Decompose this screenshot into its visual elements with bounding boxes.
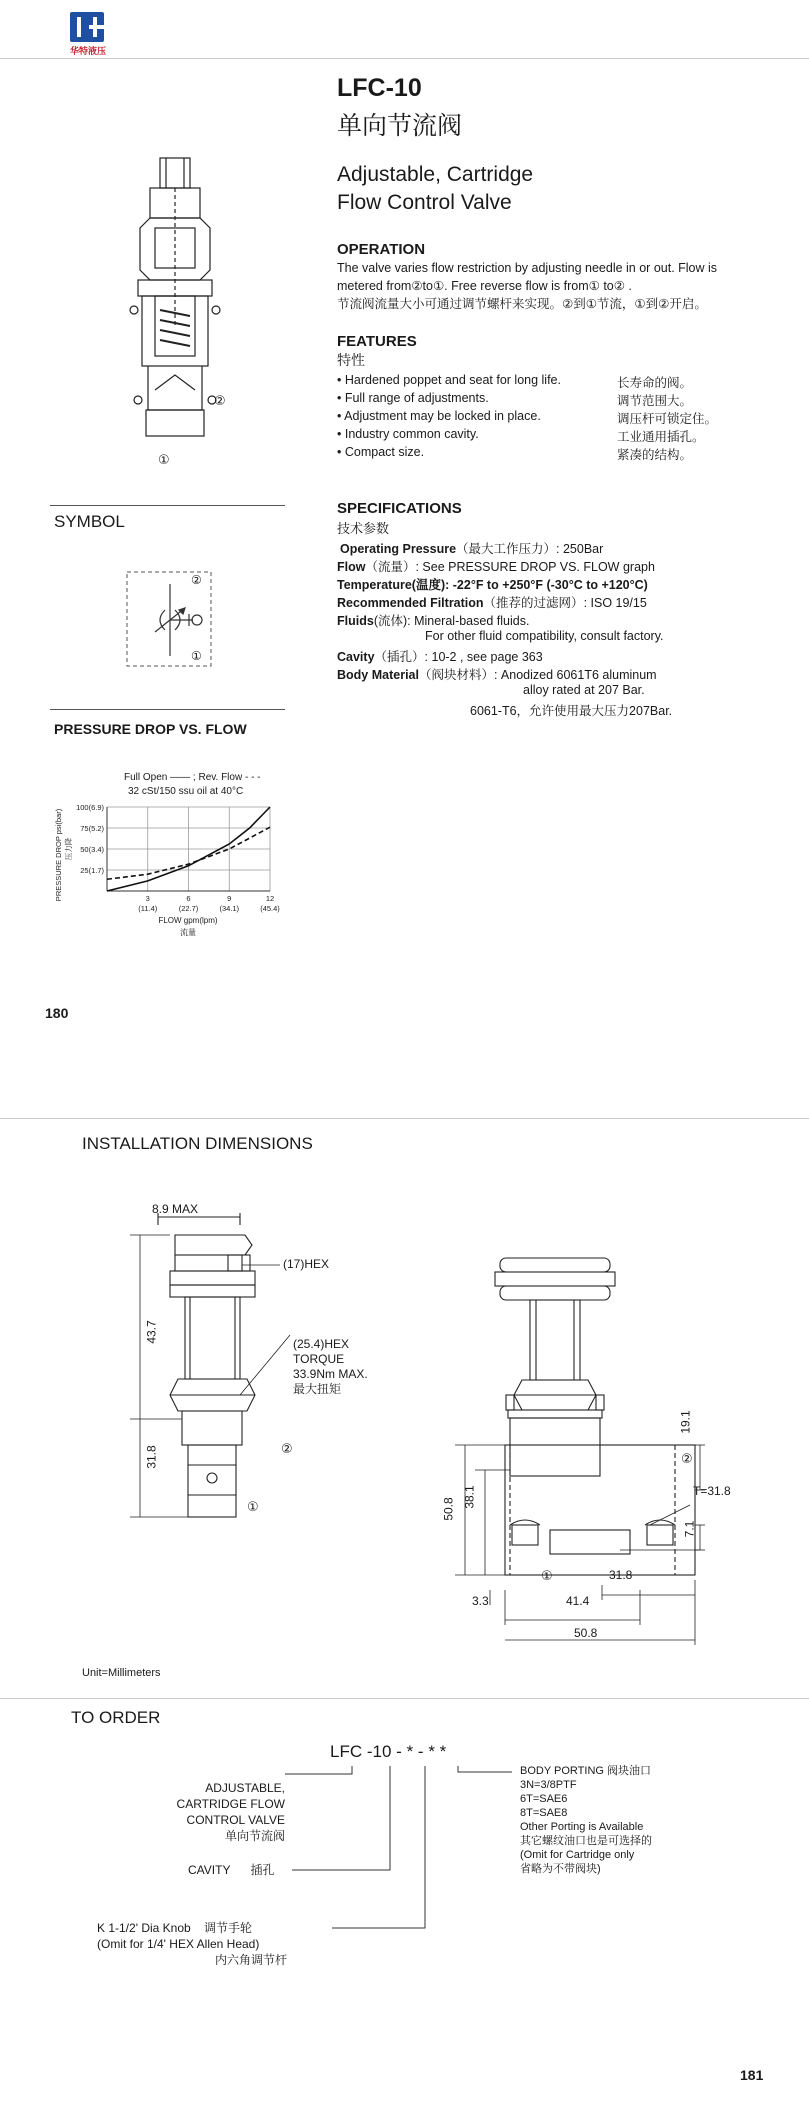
spec-material-value-3: 6061-T6，允许使用最大压力207Bar. bbox=[470, 704, 673, 718]
chart-ylabel: PRESSURE DROP psi(bar) bbox=[54, 808, 63, 902]
specs-heading-cn: 技术参数 bbox=[337, 521, 390, 536]
order-code-option-2: * * bbox=[428, 1742, 447, 1761]
order-port-line-1: BODY PORTING 阀块油口 bbox=[520, 1765, 652, 1777]
valve-section-drawing bbox=[120, 150, 260, 470]
chart-y-tick-label: 25(1.7) bbox=[80, 866, 104, 875]
spec-material bbox=[337, 665, 657, 683]
chart-subtitle: 32 cSt/150 ssu oil at 40°C bbox=[128, 786, 244, 797]
chart-legend-text: Full Open —— ; Rev. Flow - - - bbox=[124, 772, 261, 783]
symbol-port-2: ② bbox=[191, 573, 202, 587]
order-leader-lines bbox=[280, 1760, 480, 1960]
specs-heading: SPECIFICATIONS bbox=[337, 500, 462, 517]
spec-pressure-cn: （最大工作压力） bbox=[456, 542, 557, 556]
feature-item: • Industry common cavity. bbox=[337, 427, 479, 441]
dim-7-1: 7.1 bbox=[682, 1520, 697, 1538]
order-desc-line-1: ADJUSTABLE, bbox=[205, 1781, 285, 1795]
chart-x-tick-label: 6 bbox=[186, 894, 191, 903]
order-desc-line-4: 单向节流阀 bbox=[224, 1829, 285, 1843]
spec-filtration-value: : ISO 19/15 bbox=[583, 596, 647, 610]
feature-item-cn: 紧凑的结构。 bbox=[617, 448, 693, 462]
spec-filtration bbox=[337, 593, 647, 611]
order-knob-allen-cn: 内六角调节杆 bbox=[214, 1953, 287, 1967]
order-port-line-3: 6T=SAE6 bbox=[520, 1793, 568, 1805]
feature-item-cn: 调压杆可锁定住。 bbox=[617, 412, 718, 426]
spec-fluids-value: : Mineral-based fluids. bbox=[407, 614, 530, 628]
block-port-1: ① bbox=[541, 1568, 553, 1583]
dim-3-3: 3.3 bbox=[472, 1594, 489, 1608]
spec-cavity-label: Cavity bbox=[337, 650, 375, 664]
spec-fluids bbox=[337, 611, 529, 629]
chart-x-tick-label-lpm: (34.1) bbox=[219, 904, 240, 913]
chart-ylabel-cn: 压力降 bbox=[64, 837, 73, 861]
chart-x-tick-label: 12 bbox=[265, 894, 275, 903]
pressure-drop-chart bbox=[55, 795, 295, 945]
order-cavity-label: CAVITY bbox=[188, 1863, 231, 1877]
order-knob-option bbox=[97, 1920, 287, 1968]
order-port-line-6: 其它螺纹油口也是可选择的 bbox=[520, 1835, 652, 1847]
spec-temperature-cn: (温度) bbox=[411, 578, 446, 592]
chart-xlabel: FLOW gpm(lpm) bbox=[158, 916, 218, 925]
dim-19-1: 19.1 bbox=[678, 1410, 693, 1434]
spec-fluids-cn: (流体) bbox=[373, 614, 408, 628]
dim-31-8: 31.8 bbox=[144, 1445, 159, 1469]
order-code-model: LFC -10 bbox=[330, 1742, 392, 1761]
dim-17-hex: (17)HEX bbox=[283, 1257, 330, 1271]
order-cavity bbox=[188, 1862, 274, 1878]
spec-pressure-label: Operating Pressure bbox=[340, 542, 457, 556]
unit-note: Unit=Millimeters bbox=[82, 1667, 161, 1679]
order-port-line-2: 3N=3/8PTF bbox=[520, 1779, 577, 1791]
page-divider bbox=[0, 1118, 809, 1119]
torque-value: 33.9Nm MAX. bbox=[293, 1367, 368, 1381]
dim-43-7: 43.7 bbox=[144, 1320, 159, 1344]
install-drawing-right bbox=[450, 1250, 710, 1650]
order-knob-label: K 1-1/2' Dia Knob bbox=[97, 1921, 191, 1935]
dim-41-4: 41.4 bbox=[566, 1594, 590, 1608]
install-heading: INSTALLATION DIMENSIONS bbox=[82, 1134, 313, 1153]
spec-flow-cn: （流量） bbox=[365, 560, 416, 574]
operation-line-2: metered from②to①. Free reverse flow is from① to② . bbox=[337, 279, 632, 293]
order-cavity-cn: 插孔 bbox=[250, 1863, 275, 1877]
spec-material-label: Body Material bbox=[337, 668, 419, 682]
spec-cavity-cn: （插孔） bbox=[374, 650, 425, 664]
spec-fluids-value-2: For other fluid compatibility, consult factory. bbox=[425, 629, 664, 643]
chart-x-tick-label-lpm: (11.4) bbox=[138, 904, 158, 913]
order-port-line-5: Other Porting is Available bbox=[520, 1821, 644, 1833]
spec-filtration-label: Recommended Filtration bbox=[337, 596, 484, 610]
model-number: LFC-10 bbox=[337, 74, 422, 102]
symbol-heading: SYMBOL bbox=[54, 512, 125, 531]
operation-line-3: 节流阀流量大小可通过调节螺杆来实现。②到①节流，①到②开启。 bbox=[337, 297, 707, 311]
operation-line-1: The valve varies flow restriction by adjusting needle in or out. Flow is bbox=[337, 261, 718, 275]
title-line-2: Flow Control Valve bbox=[337, 191, 512, 214]
spec-cavity bbox=[337, 647, 543, 665]
spec-material-cn: （阀块材料） bbox=[418, 668, 494, 682]
product-title bbox=[337, 161, 657, 217]
order-desc-line-2: CARTRIDGE FLOW bbox=[176, 1797, 285, 1811]
page-number-right: 181 bbox=[740, 2067, 764, 2083]
spec-temperature-label: Temperature bbox=[337, 578, 412, 592]
spec-flow-label: Flow bbox=[337, 560, 366, 574]
operation-text bbox=[337, 259, 767, 313]
symbol-divider bbox=[50, 505, 285, 506]
order-divider bbox=[0, 1698, 809, 1699]
chart-title: PRESSURE DROP VS. FLOW bbox=[54, 721, 247, 737]
dim-31-8-horizontal: 31.8 bbox=[609, 1568, 633, 1582]
spec-temperature-value: : -22°F to +250°F (-30°C to +120°C) bbox=[445, 578, 648, 592]
chart-y-tick-label: 75(5.2) bbox=[80, 824, 104, 833]
block-port-2: ② bbox=[681, 1451, 693, 1466]
spec-fluids-label: Fluids bbox=[337, 614, 374, 628]
install-port-2: ② bbox=[281, 1441, 293, 1456]
chart-x-tick-label-lpm: (45.4) bbox=[260, 904, 280, 913]
feature-item: • Compact size. bbox=[337, 445, 425, 459]
spec-filtration-cn: （推荐的过滤网） bbox=[483, 596, 584, 610]
chart-xlabel-cn: 流量 bbox=[180, 928, 196, 937]
chart-x-tick-label: 9 bbox=[227, 894, 232, 903]
feature-item: • Hardened poppet and seat for long life. bbox=[337, 373, 561, 387]
logo-text: 华特液压 bbox=[69, 46, 106, 56]
order-knob-cn: 调节手轮 bbox=[204, 1921, 253, 1935]
features-heading: FEATURES bbox=[337, 333, 417, 350]
feature-item-cn: 工业通用插孔。 bbox=[617, 430, 705, 444]
dim-t-31-8: T=31.8 bbox=[693, 1484, 731, 1498]
feature-item-cn: 长寿命的阀。 bbox=[617, 376, 693, 390]
top-divider bbox=[0, 58, 809, 59]
dim-hex-torque bbox=[293, 1337, 368, 1397]
order-code-option-1: * bbox=[406, 1742, 414, 1761]
dim-38-1: 38.1 bbox=[462, 1485, 477, 1509]
dim-50-8-horizontal: 50.8 bbox=[574, 1626, 598, 1640]
chart-y-tick-label: 50(3.4) bbox=[80, 845, 104, 854]
install-port-1: ① bbox=[247, 1499, 259, 1514]
feature-item-cn: 调节范围大。 bbox=[617, 394, 693, 408]
order-port-line-7: (Omit for Cartridge only bbox=[520, 1849, 635, 1861]
chart-divider bbox=[50, 709, 285, 710]
order-code-dash-1: - bbox=[396, 1742, 402, 1761]
valve-port-1-label: ① bbox=[158, 452, 170, 467]
spec-material-value: : Anodized 6061T6 aluminum bbox=[493, 668, 657, 682]
order-knob-omit: (Omit for 1/4' HEX Allen Head) bbox=[97, 1937, 260, 1951]
logo-mark-icon bbox=[70, 12, 104, 42]
spec-pressure-value: : 250Bar bbox=[556, 542, 604, 556]
spec-temperature bbox=[337, 575, 648, 593]
order-heading: TO ORDER bbox=[71, 1708, 161, 1727]
torque-cn: 最大扭矩 bbox=[293, 1382, 342, 1396]
feature-item: • Full range of adjustments. bbox=[337, 391, 489, 405]
order-port-line-4: 8T=SAE8 bbox=[520, 1807, 568, 1819]
page-number-left: 180 bbox=[45, 1005, 69, 1021]
operation-heading: OPERATION bbox=[337, 241, 426, 258]
dim-8-9-max: 8.9 MAX bbox=[152, 1202, 199, 1216]
features-heading-cn: 特性 bbox=[337, 352, 365, 368]
spec-cavity-value: : 10-2 , see page 363 bbox=[424, 650, 543, 664]
spec-material-value-2: alloy rated at 207 Bar. bbox=[523, 683, 645, 697]
spec-pressure bbox=[340, 539, 603, 557]
spec-flow-value: : See PRESSURE DROP VS. FLOW graph bbox=[415, 560, 655, 574]
chart-x-tick-label: 3 bbox=[145, 894, 150, 903]
symbol-port-1: ① bbox=[191, 649, 202, 663]
torque-label: TORQUE bbox=[293, 1352, 345, 1366]
valve-port-2-label: ② bbox=[214, 393, 226, 408]
dim-50-8-vertical: 50.8 bbox=[441, 1497, 456, 1521]
order-body-porting bbox=[520, 1764, 652, 1876]
order-port-line-8: 省略为不带阀块) bbox=[520, 1863, 601, 1875]
order-code bbox=[330, 1742, 446, 1762]
order-valve-description bbox=[160, 1780, 285, 1844]
title-line-1: Adjustable, Cartridge bbox=[337, 163, 534, 186]
brand-logo bbox=[58, 12, 118, 60]
feature-item: • Adjustment may be locked in place. bbox=[337, 409, 541, 423]
chart-y-tick-label: 100(6.9) bbox=[76, 803, 104, 812]
order-code-dash-2: - bbox=[417, 1742, 424, 1761]
spec-flow bbox=[337, 557, 655, 575]
dim-25-4-hex: (25.4)HEX bbox=[293, 1337, 350, 1351]
model-name-cn: 单向节流阀 bbox=[337, 112, 463, 140]
order-desc-line-3: CONTROL VALVE bbox=[186, 1813, 285, 1827]
chart-x-tick-label-lpm: (22.7) bbox=[178, 904, 199, 913]
